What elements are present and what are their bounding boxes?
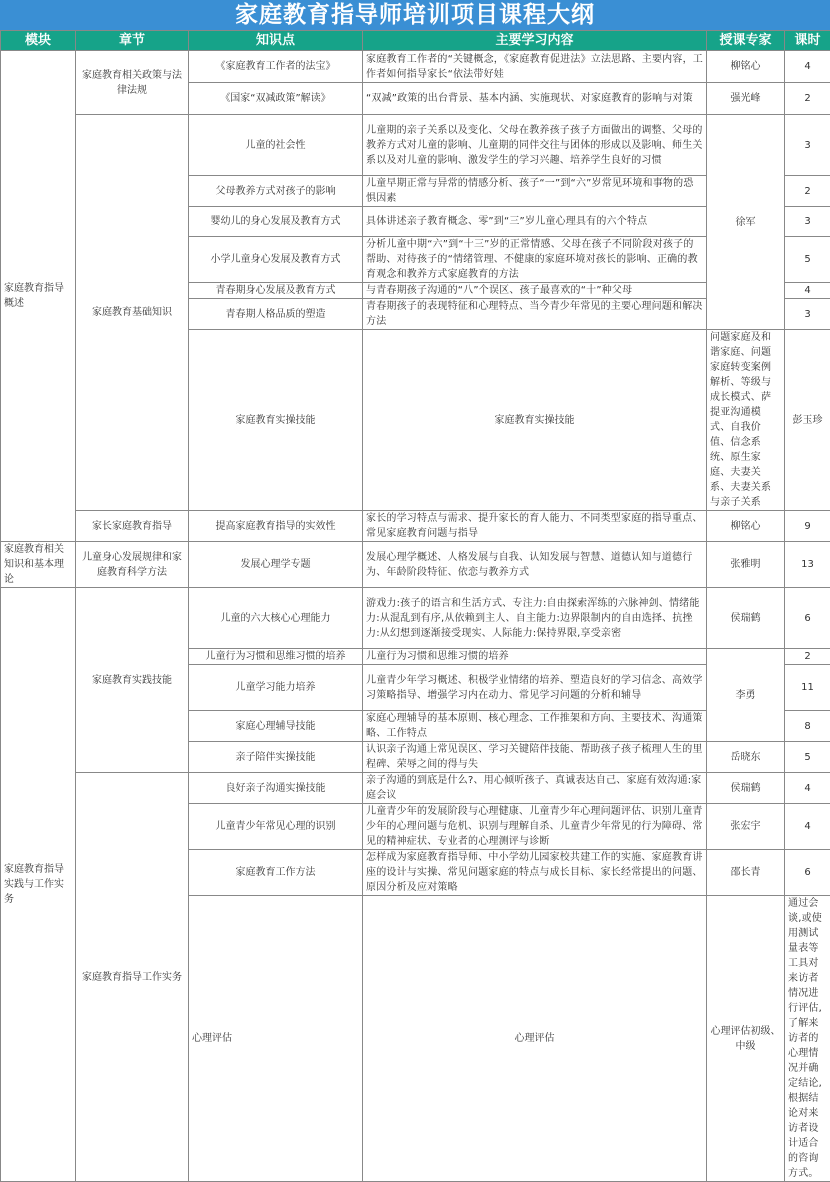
table-row: [1, 773, 830, 804]
header-content: 主要学习内容: [363, 31, 707, 51]
knowledge-point-cell: 儿童的社会性: [189, 115, 363, 176]
hours-cell: 9: [785, 511, 830, 542]
hours-cell: 5: [785, 742, 830, 773]
knowledge-point-cell: 心理评估初级、中级: [707, 896, 785, 1182]
table-row: [1, 115, 830, 176]
chapter-cell: 家庭教育实操技能: [189, 330, 363, 511]
content-cell: 儿童早期正常与异常的情感分析、孩子“一”到“六”岁常见环境和事物的恐惧因素: [363, 176, 707, 207]
hours-cell: 2: [785, 176, 830, 207]
content-cell: 问题家庭及和谐家庭、问题家庭转变案例解析、等级与成长模式、萨提亚沟通模式、自我价值、信念系统、原生家庭、夫妻关系、夫妻关系与亲子关系: [707, 330, 785, 511]
module-cell: 心理评估: [189, 896, 363, 1182]
knowledge-point-cell: 小学儿童身心发展及教育方式: [189, 237, 363, 283]
expert-cell: 邵长青: [707, 850, 785, 896]
content-cell: 具体讲述亲子教育概念、零”到“三”岁儿童心理具有的六个特点: [363, 207, 707, 237]
knowledge-point-cell: 儿童学习能力培养: [189, 665, 363, 711]
hours-cell: 3: [785, 207, 830, 237]
expert-cell: 强光峰: [707, 83, 785, 115]
chapter-cell: 家庭教育指导工作实务: [76, 773, 189, 1182]
content-cell: 家庭教育工作者的“关键概念，《家庭教育促进法》立法思路、主要内容，工作者如何指导家长“依法带好娃: [363, 51, 707, 83]
header-module: 模块: [1, 31, 76, 51]
hours-cell: 5: [785, 237, 830, 283]
hours-cell: 3: [785, 299, 830, 330]
content-cell: 怎样成为家庭教育指导师、中小学幼儿园家校共建工作的实施、家庭教育讲座的设计与实操、常见问题家庭的特点与成长目标、家长经常提出的问题、原因分析及应对策略: [363, 850, 707, 896]
knowledge-point-cell: 发展心理学专题: [189, 542, 363, 588]
module-cell: 家庭教育指导概述: [1, 51, 76, 542]
content-cell: 通过会谈,或使用测试量表等工具对来访者情况进行评估,了解来访者的心理情况并确定结论,根据结论对来访者设计适合的咨询方式。: [785, 896, 830, 1182]
course-table: [0, 30, 830, 1182]
chapter-cell: 家庭教育相关政策与法律法规: [76, 51, 189, 115]
expert-cell: 徐军: [707, 115, 785, 330]
hours-cell: 8: [785, 711, 830, 742]
hours-cell: 6: [785, 850, 830, 896]
hours-cell: 13: [785, 542, 830, 588]
content-cell: 发展心理学概述、人格发展与自我、认知发展与智慧、道德认知与道德行为、年龄阶段特征、依恋与教养方式: [363, 542, 707, 588]
content-cell: 家庭心理辅导的基本原则、核心理念、工作推架和方向、主要技术、沟通策略、工作特点: [363, 711, 707, 742]
content-cell: 儿童期的亲子关系以及变化、父母在教养孩子孩子方面做出的调整、父母的教养方式对儿童的影响、儿童期的同伴交往与团体的形成以及影响、师生关系以及对儿童的影响、激发学生的学习兴趣、培养学生良好的习惯: [363, 115, 707, 176]
header-chapter: 章节: [76, 31, 189, 51]
hours-cell: 2: [785, 649, 830, 665]
hours-cell: 4: [785, 51, 830, 83]
content-cell: 儿童青少年学习概述、积极学业情绪的培养、塑造良好的学习信念、高效学习策略指导、增强学习内在动力、常见学习问题的分析和辅导: [363, 665, 707, 711]
table-row: [1, 542, 830, 588]
expert-cell: 张宏宇: [707, 804, 785, 850]
expert-cell: 李勇: [707, 649, 785, 742]
knowledge-point-cell: 家庭教育工作方法: [189, 850, 363, 896]
expert-cell: 岳晓东: [707, 742, 785, 773]
hours-cell: 3: [785, 115, 830, 176]
expert-cell: 侯瑞鹤: [707, 773, 785, 804]
table-row: [1, 511, 830, 542]
expert-cell: 柳铭心: [707, 511, 785, 542]
content-cell: 青春期孩子的表现特征和心理特点、当今青少年常见的主要心理问题和解决方法: [363, 299, 707, 330]
knowledge-point-cell: 青春期人格品质的塑造: [189, 299, 363, 330]
knowledge-point-cell: 青春期身心发展及教育方式: [189, 283, 363, 299]
content-cell: 分析儿童中期“六”到“十三”岁的正常情感、父母在孩子不同阶段对孩子的帮助、对待孩子的“情绪管理、不健康的家庭环境对孩长的影响、正确的教育观念和教养方式家庭教育的方法: [363, 237, 707, 283]
table-header-row: [1, 31, 830, 51]
table-row: [1, 51, 830, 83]
knowledge-point-cell: 提高家庭教育指导的实效性: [189, 511, 363, 542]
chapter-cell: 心理评估: [363, 896, 707, 1182]
hours-cell: 4: [785, 804, 830, 850]
knowledge-point-cell: 家庭教育实操技能: [363, 330, 707, 511]
knowledge-point-cell: 《国家“双减政策”解读》: [189, 83, 363, 115]
content-cell: 家长的学习特点与需求、提升家长的育人能力、不同类型家庭的指导重点、常见家庭教育问题与指导: [363, 511, 707, 542]
header-hours: 课时: [785, 31, 830, 51]
chapter-cell: 家庭教育实践技能: [76, 588, 189, 773]
header-expert: 授课专家: [707, 31, 785, 51]
knowledge-point-cell: 家庭心理辅导技能: [189, 711, 363, 742]
knowledge-point-cell: 亲子陪伴实操技能: [189, 742, 363, 773]
chapter-cell: 儿童身心发展规律和家庭教育科学方法: [76, 542, 189, 588]
expert-cell: 侯瑞鹤: [707, 588, 785, 649]
knowledge-point-cell: 儿童青少年常见心理的识别: [189, 804, 363, 850]
knowledge-point-cell: 良好亲子沟通实操技能: [189, 773, 363, 804]
content-cell: “双减”政策的出台背景、基本内涵、实施现状、对家庭教育的影响与对策: [363, 83, 707, 115]
content-cell: 与青春期孩子沟通的“八”个误区、孩子最喜欢的“十”种父母: [363, 283, 707, 299]
knowledge-point-cell: 婴幼儿的身心发展及教育方式: [189, 207, 363, 237]
expert-cell: 彭玉珍: [785, 330, 830, 511]
chapter-cell: 家庭教育基础知识: [76, 115, 189, 511]
hours-cell: 2: [785, 83, 830, 115]
knowledge-point-cell: 父母教养方式对孩子的影响: [189, 176, 363, 207]
knowledge-point-cell: 儿童的六大核心心理能力: [189, 588, 363, 649]
expert-cell: 柳铭心: [707, 51, 785, 83]
knowledge-point-cell: 《家庭教育工作者的法宝》: [189, 51, 363, 83]
knowledge-point-cell: 儿童行为习惯和思维习惯的培养: [189, 649, 363, 665]
content-cell: 亲子沟通的到底是什么?、用心倾听孩子、真诚表达自己、家庭有效沟通:家庭会议: [363, 773, 707, 804]
module-cell: 家庭教育指导实践与工作实务: [1, 588, 76, 1182]
header-knowledge-point: 知识点: [189, 31, 363, 51]
content-cell: 儿童行为习惯和思维习惯的培养: [363, 649, 707, 665]
hours-cell: 4: [785, 283, 830, 299]
content-cell: 认识亲子沟通上常见误区、学习关键陪伴技能、帮助孩子孩子梳理人生的里程碑、荣辱之间的得与失: [363, 742, 707, 773]
table-row: [1, 588, 830, 649]
hours-cell: 4: [785, 773, 830, 804]
expert-cell: 张雅明: [707, 542, 785, 588]
hours-cell: 6: [785, 588, 830, 649]
hours-cell: 11: [785, 665, 830, 711]
content-cell: 游戏力:孩子的语言和生活方式、专注力:自由探索浑练的六脉神剑、情绪能力:从混乱到有序,从依赖到主人、自主能力:边界限制内的自由选择、抗挫力:从幻想到逐渐接受现实、人际能力:保持界限,享受亲密: [363, 588, 707, 649]
content-cell: 儿童青少年的发展阶段与心理健康、儿童青少年心理问题评估、识别儿童青少年的心理问题与危机、识别与理解自杀、儿童青少年常见的行为障碍、常见的精神症状、专业者的心理测评与诊断: [363, 804, 707, 850]
module-cell: 家庭教育相关知识和基本理论: [1, 542, 76, 588]
page-title: 家庭教育指导师培训项目课程大纲: [0, 0, 830, 30]
chapter-cell: 家长家庭教育指导: [76, 511, 189, 542]
